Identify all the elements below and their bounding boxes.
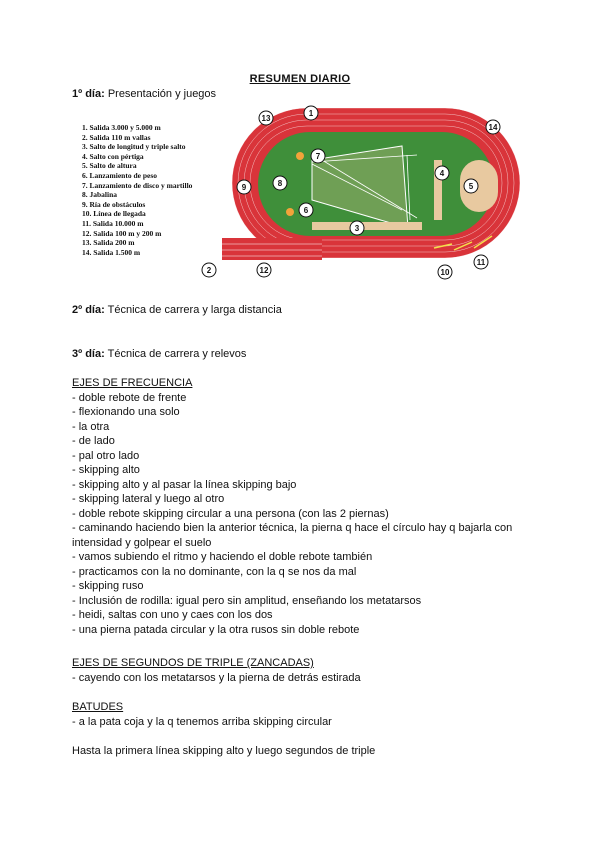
marker-14: [486, 120, 500, 134]
legend-item: 13. Salida 200 m: [82, 238, 135, 248]
section-list: [72, 391, 512, 638]
legend-item: 12. Salida 100 m y 200 m: [82, 228, 162, 238]
legend-item: 10. Línea de llegada: [82, 209, 146, 219]
athletics-track-diagram: [72, 100, 532, 290]
marker-3: [350, 221, 364, 235]
section-batudes: [72, 700, 332, 729]
list-item: intensidad y golpear el suelo: [72, 536, 212, 549]
svg-text:11: 11: [476, 258, 486, 267]
list-item: - la otra: [72, 420, 110, 433]
legend-item: 9. Ría de obstáculos: [82, 199, 146, 209]
section-ejes-frecuencia: [72, 376, 512, 637]
list-item: - practicamos con la no dominante, con la q se nos da mal: [72, 565, 357, 578]
legend-item: 4. Salto con pértiga: [82, 151, 144, 161]
list-item: - Inclusión de rodilla: igual pero sin amplitud, enseñando los metatarsos: [72, 594, 422, 607]
svg-text:2: 2: [206, 266, 212, 275]
svg-text:12: 12: [259, 266, 269, 275]
legend-item: 14. Salida 1.500 m: [82, 247, 141, 257]
svg-text:13: 13: [261, 114, 271, 123]
day-3: [72, 348, 246, 360]
footer-note: Hasta la primera línea skipping alto y luego segundos de triple: [72, 745, 376, 757]
svg-text:7: 7: [315, 152, 321, 161]
section-heading: EJES DE FRECUENCIA: [72, 377, 193, 389]
svg-text:4: 4: [439, 169, 445, 178]
marker-6: [299, 203, 313, 217]
svg-text:14: 14: [488, 123, 498, 132]
legend-item: 8. Jabalina: [82, 190, 118, 200]
list-item: - skipping lateral y luego al otro: [72, 493, 225, 505]
day-2-label: 2º día:: [72, 304, 105, 316]
list-item: - caminando haciendo bien la anterior técnica, la pierna q hace el círculo hay q bajarla con: [72, 522, 513, 534]
day-3-text: Técnica de carrera y relevos: [107, 348, 247, 360]
list-item: - pal otro lado: [72, 449, 140, 462]
marker-1: [304, 106, 318, 120]
sprint-straight: [222, 238, 322, 260]
day-1-text: Presentación y juegos: [107, 88, 217, 100]
section-segundos-triple: [72, 656, 361, 685]
marker-11: [474, 255, 488, 269]
track-illustration: [72, 100, 532, 290]
svg-text:9: 9: [241, 183, 247, 192]
list-item: - a la pata coja y la q tenemos arriba skipping circular: [72, 715, 332, 728]
page-title: RESUMEN DIARIO: [249, 73, 351, 85]
legend-item: 11. Salida 10.000 m: [82, 218, 144, 228]
marker-10: [438, 265, 452, 279]
day-2: [72, 304, 282, 316]
svg-text:5: 5: [468, 182, 474, 191]
list-item: - skipping alto: [72, 464, 140, 476]
list-item: - doble rebote skipping circular a una persona (con las 2 piernas): [72, 507, 389, 520]
list-item: - una pierna patada circular y la otra rusos sin doble rebote: [72, 623, 360, 636]
list-item: - heidi, saltas con uno y caes con los dos: [72, 609, 273, 621]
legend-item: 5. Salto de altura: [82, 161, 137, 171]
day-1: [72, 88, 216, 100]
marker-13: [259, 111, 273, 125]
marker-12: [257, 263, 271, 277]
marker-8: [273, 176, 287, 190]
marker-4: [435, 166, 449, 180]
list-item: - vamos subiendo el ritmo y haciendo el doble rebote también: [72, 551, 373, 563]
marker-5: [464, 179, 478, 193]
list-item: - flexionando una solo: [72, 406, 180, 418]
svg-text:1: 1: [308, 109, 314, 118]
legend-item: 2. Salida 110 m vallas: [82, 132, 151, 142]
list-item: - de lado: [72, 435, 115, 447]
svg-text:10: 10: [440, 268, 450, 277]
marker-2: [202, 263, 216, 277]
legend-item: 1. Salida 3.000 y 5.000 m: [82, 123, 161, 132]
marker-9: [237, 180, 251, 194]
legend-item: 3. Salto de longitud y triple salto: [82, 142, 186, 152]
svg-text:8: 8: [277, 179, 283, 188]
legend-item: 7. Lanzamiento de disco y martillo: [82, 180, 193, 190]
day-1-label: 1º día:: [72, 88, 105, 100]
day-2-text: Técnica de carrera y larga distancia: [107, 304, 282, 316]
list-item: - skipping ruso: [72, 580, 144, 592]
list-item: - skipping alto y al pasar la línea skipping bajo: [72, 478, 297, 491]
section-heading: EJES DE SEGUNDOS DE TRIPLE (ZANCADAS): [72, 657, 314, 669]
day-3-label: 3º día:: [72, 348, 105, 360]
marker-7: [311, 149, 325, 163]
legend-item: 6. Lanzamiento de peso: [82, 170, 157, 180]
svg-text:3: 3: [354, 224, 360, 233]
long-jump-runway: [312, 222, 422, 230]
svg-text:6: 6: [303, 206, 309, 215]
list-item: - doble rebote de frente: [72, 391, 187, 404]
section-heading: BATUDES: [72, 701, 124, 713]
list-item: - cayendo con los metatarsos y la pierna de detrás estirada: [72, 671, 361, 684]
